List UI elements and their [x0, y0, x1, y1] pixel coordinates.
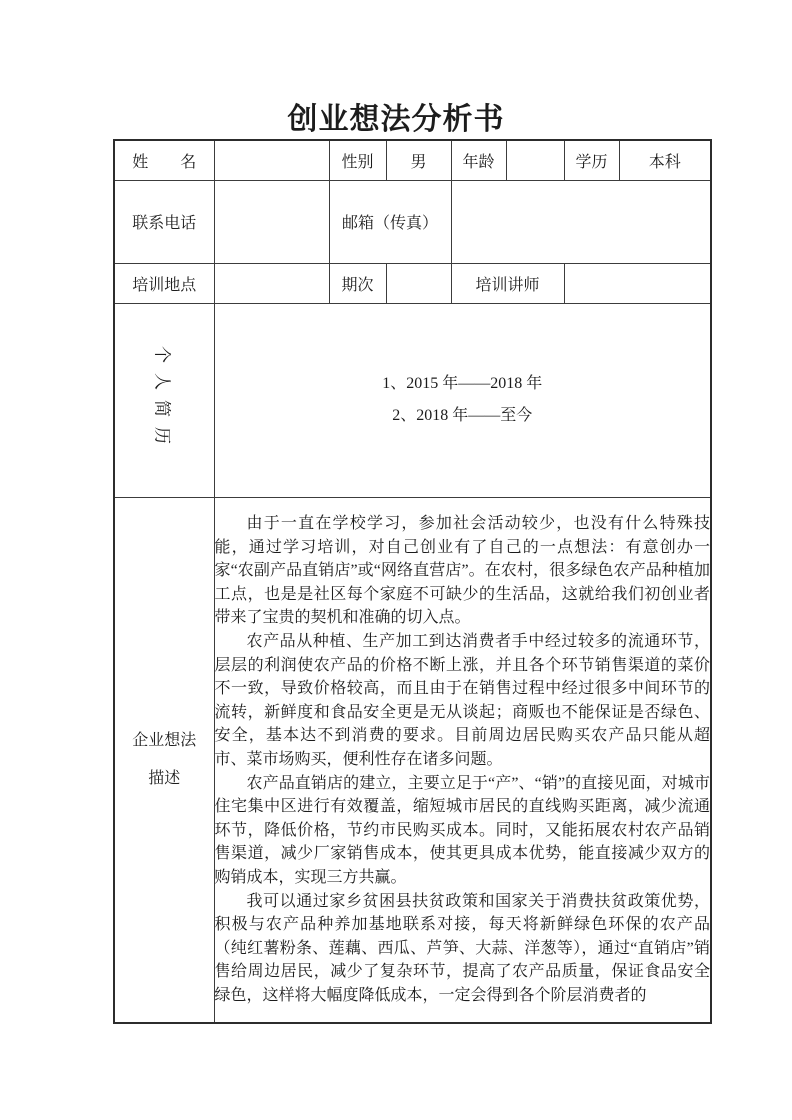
training-location-label: 培训地点 [114, 263, 214, 303]
resume-line: 1、2015 年——2018 年 [382, 375, 543, 392]
table-row [114, 180, 711, 263]
page-title: 创业想法分析书 [287, 103, 505, 136]
education-label: 学历 [564, 140, 619, 180]
session-label: 期次 [329, 263, 386, 303]
training-location-value-cell[interactable] [214, 263, 329, 303]
idea-paragraph: 农产品从种植、生产加工到达消费者手中经过较多的流通环节，层层的利润使农产品的价格不断上涨，并且各个环节销售渠道的菜价不一致，导致价格较高，而且由于在销售过程中经过很多中间环节的流转，新鲜度和食品安全更是无从谈起；商贩也不能保证是否绿色、安全，基本达不到消费的要求。目前周边居民购买农产品只能从超市、菜市场购买，便利性存在诸多问题。 [214, 632, 710, 768]
resume-line: 2、2018 年——至今 [392, 407, 533, 424]
resume-content-cell[interactable] [214, 303, 711, 497]
table-row [114, 497, 711, 1023]
session-value-cell[interactable] [386, 263, 451, 303]
idea-paragraph: 由于一直在学校学习，参加社会活动较少，也没有什么特殊技能，通过学习培训，对自己创业有了自己的一点想法：有意创办一家“农副产品直销店”或“网络直营店”。在农村，很多绿色农产品种植加工点，也是是社区每个家庭不可缺少的生活品，这就给我们初创业者带来了宝贵的契机和准确的切入点。 [214, 515, 710, 627]
trainer-value-cell[interactable] [564, 263, 711, 303]
idea-label-cell [114, 497, 214, 1023]
idea-paragraph: 农产品直销店的建立，主要立足于“产”、“销”的直接见面，对城市住宅集中区进行有效覆盖，缩短城市居民的直线购买距离，减少流通环节，降低价格，节约市民购买成本。同时，又能拓展农村农产品销售渠道，减少厂家销售成本，使其更具成本优势，能直接减少双方的购销成本，实现三方共赢。 [214, 774, 710, 886]
phone-value-cell[interactable] [214, 180, 329, 263]
idea-label-line2: 描述 [148, 769, 181, 787]
age-value-cell[interactable] [506, 140, 564, 180]
email-fax-value-cell[interactable] [451, 180, 711, 263]
table-row [114, 303, 711, 497]
idea-paragraph: 我可以通过家乡贫困县扶贫政策和国家关于消费扶贫政策优势，积极与农产品种养加基地联系对接，每天将新鲜绿色环保的农产品（纯红薯粉条、莲藕、西瓜、芦笋、大蒜、洋葱等），通过“直销店”销售给周边居民，减少了复杂环节，提高了农产品质量，保证食品安全绿色，这样将大幅度降低成本，一定会得到各个阶层消费者的 [214, 892, 710, 1004]
resume-label-cell [114, 303, 214, 497]
gender-label: 性别 [329, 140, 386, 180]
form-table [113, 139, 712, 1024]
name-value-cell[interactable] [214, 140, 329, 180]
resume-label: 个人简历 [152, 346, 172, 454]
idea-label-line1: 企业想法 [132, 731, 197, 749]
email-fax-label: 邮箱（传真） [329, 180, 451, 263]
idea-content-cell[interactable] [214, 497, 711, 1023]
name-label: 姓 名 [114, 140, 214, 180]
trainer-label: 培训讲师 [451, 263, 564, 303]
table-row [114, 263, 711, 303]
age-label: 年龄 [451, 140, 506, 180]
education-value[interactable]: 本科 [619, 140, 711, 180]
phone-label: 联系电话 [114, 180, 214, 263]
table-row [114, 140, 711, 180]
gender-value[interactable]: 男 [386, 140, 451, 180]
